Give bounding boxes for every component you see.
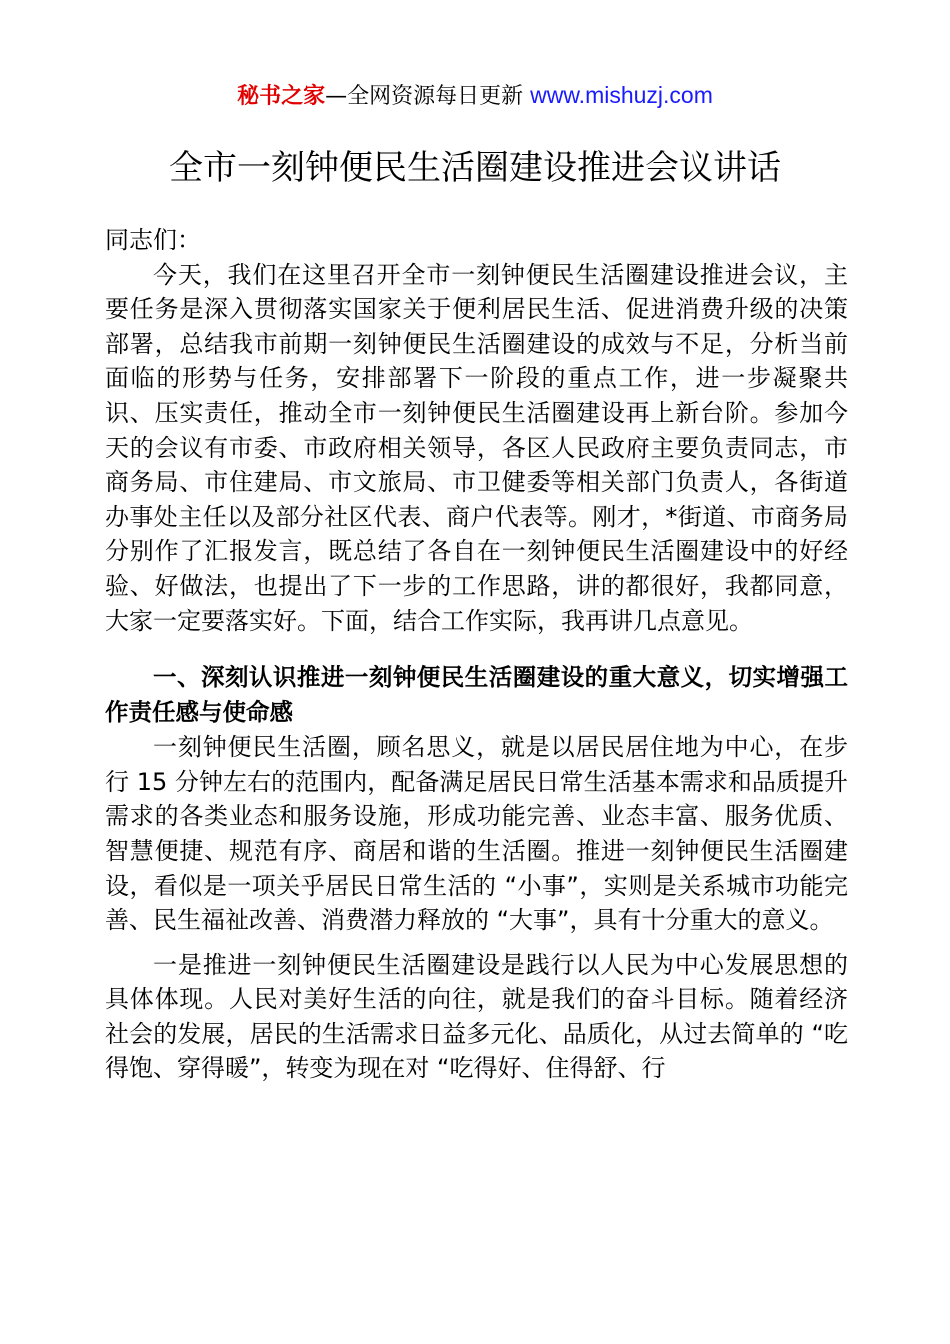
site-brand: 秘书之家 (237, 84, 326, 109)
paragraph-point-one: 一是推进一刻钟便民生活圈建设是践行以人民为中心发展思想的具体体现。人民对美好生活的向往，就是我们的奋斗目标。随着经济社会的发展，居民的生活需求日益多元化、品质化，从过去简单的 “吃得饱、穿得暖”，转变为现在对 “吃得好、住得舒、行 (105, 950, 848, 1083)
paragraph-definition: 一刻钟便民生活圈，顾名思义，就是以居民居住地为中心，在步行 15 分钟左右的范围内，配备满足居民日常生活基本需求和品质提升需求的各类业态和服务设施，形成功能完善、业态丰富、服务优质、智慧便捷、规范有序、商居和谐的生活圈。推进一刻钟便民生活圈建设，看似是一项关乎居民日常生活的 “小事”，实则是关系城市功能完善、民生福祉改善、消费潜力释放的 “大事”，具有十分重大的意义。 (105, 733, 848, 935)
document-title: 全市一刻钟便民生活圈建设推进会议讲话 (169, 148, 781, 188)
site-header (0, 80, 950, 112)
document-body (105, 223, 848, 1086)
site-url-link[interactable]: www.mishuzj.com (530, 82, 713, 108)
site-tagline: —全网资源每日更新 (325, 84, 531, 109)
salutation: 同志们： (105, 226, 201, 254)
paragraph-intro: 今天，我们在这里召开全市一刻钟便民生活圈建设推进会议，主要任务是深入贯彻落实国家关于便利居民生活、促进消费升级的决策部署，总结我市前期一刻钟便民生活圈建设的成效与不足，分析当前面临的形势与任务，安排部署下一阶段的重点工作，进一步凝聚共识、压实责任，推动全市一刻钟便民生活圈建设再上新台阶。参加今天的会议有市委、市政府相关领导，各区人民政府主要负责同志，市商务局、市住建局、市文旅局、市卫健委等相关部门负责人，各街道办事处主任以及部分社区代表、商户代表等。刚才，*街道、市商务局分别作了汇报发言，既总结了各自在一刻钟便民生活圈建设中的好经验、好做法，也提出了下一步的工作思路，讲的都很好，我都同意，大家一定要落实好。下面，结合工作实际，我再讲几点意见。 (105, 260, 848, 635)
section-heading: 一、深刻认识推进一刻钟便民生活圈建设的重大意义，切实增强工作责任感与使命感 (105, 663, 848, 727)
